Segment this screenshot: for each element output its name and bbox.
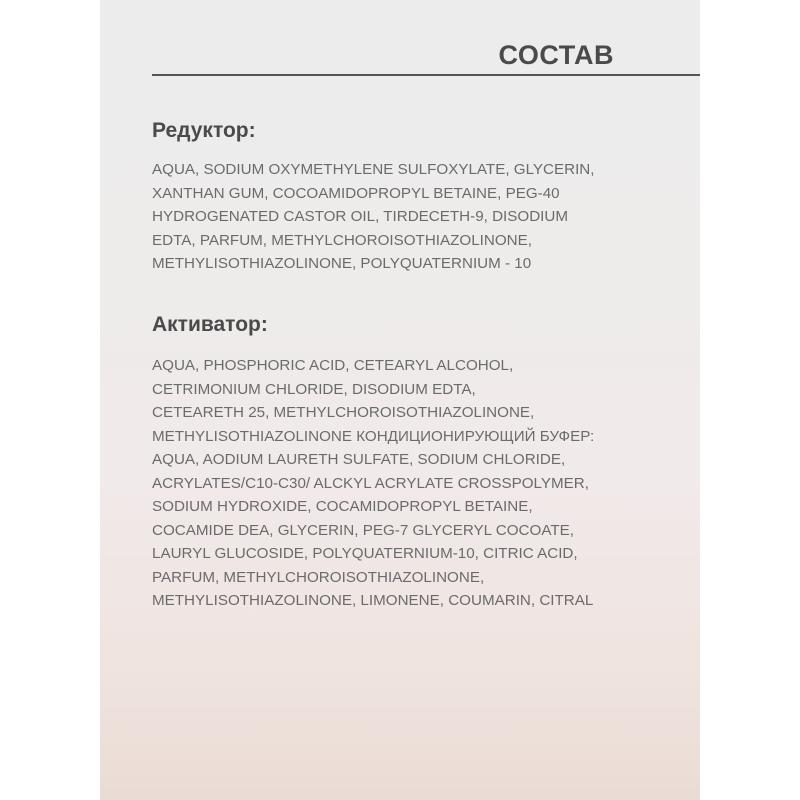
page-title: СОСТАВ bbox=[498, 40, 614, 70]
title-divider bbox=[152, 74, 700, 76]
activator-ingredients: AQUA, PHOSPHORIC ACID, CETEARYL ALCOHOL, CETRIMONIUM CHLORIDE, DISODIUM EDTA, CETEARETH 25, METHYLCHOROISOTHIAZOLINONE, METHYLISOTHIAZOLINONE КОНДИЦИОНИРУЮЩИЙ БУФЕР: AQUA, AODIUM LAURETH SULFATE, SODIUM CHLORIDE, ACRYLATES/C10-C30/ ALCKYL ACRYLATE CROSSPOLYMER, SODIUM HYDROXIDE, COCAMIDOPROPYL BETAINE, COCAMIDE DEA, GLYCERIN, PEG-7 GLYCERYL COCOATE, LAURYL GLUCOSIDE, POLYQUATERNIUM-10, CITRIC ACID, PARFUM, METHYLCHOROISOTHIAZOLINONE, METHYLISOTHIAZOLINONE, LIMONENE, COUMARIN, CITRAL bbox=[152, 357, 595, 609]
reductor-ingredients: AQUA, SODIUM OXYMETHYLENE SULFOXYLATE, GLYCERIN, XANTHAN GUM, COCOAMIDOPROPYL BETAINE, PEG-40 HYDROGENATED CASTOR OIL, TIRDECETH-9, DISODIUM EDTA, PARFUM, METHYLCHOROISOTHIAZOLINONE, METHYLISOTHIAZOLINONE, POLYQUATERNIUM - 10 bbox=[152, 161, 595, 272]
composition-card bbox=[100, 0, 700, 800]
activator-heading: Активатор: bbox=[152, 313, 268, 336]
reductor-heading: Редуктор: bbox=[152, 119, 256, 142]
